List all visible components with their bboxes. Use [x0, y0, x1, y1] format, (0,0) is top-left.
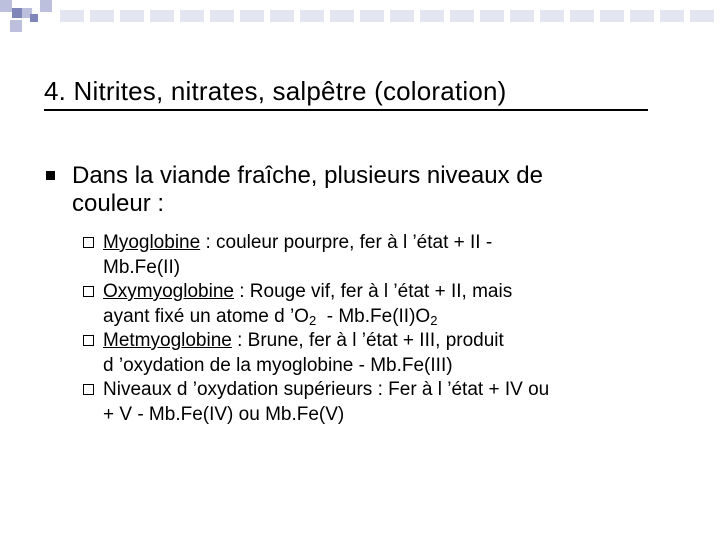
main-bullet-text: [72, 162, 672, 218]
hollow-square-bullet-icon: [83, 286, 94, 297]
decorative-squares: [0, 0, 720, 40]
hollow-square-bullet-icon: [83, 237, 94, 248]
sub-bullet-oxymyoglobine: [82, 280, 692, 329]
sub-bullet-text: : Brune, fer à l ’état + III, produit: [231, 330, 504, 351]
sub-bullet-line: [103, 329, 692, 354]
sub-bullet-line: d ’oxydation de la myoglobine - Mb.Fe(III): [103, 354, 453, 376]
sub-bullet-line: [103, 305, 692, 330]
sub-bullet-text: ayant fixé un atome d ’O: [103, 305, 309, 327]
sub-bullet-line: Mb.Fe(II): [103, 256, 181, 278]
sub-bullet-line: [103, 280, 692, 305]
slide-title: 4. Nitrites, nitrates, salpêtre (coloration): [44, 76, 507, 106]
main-bullet-line-2: couleur :: [72, 190, 165, 217]
sub-bullet-niveaux: [82, 378, 692, 427]
term-metmyoglobine: Metmyoglobine: [103, 330, 232, 351]
sub-bullet-text: - Mb.Fe(II)O: [316, 305, 431, 327]
sub-bullet-line: Niveaux d ’oxydation supérieurs : Fer à l ’état + IV ou: [103, 379, 550, 400]
sub-bullet-line: [103, 231, 692, 256]
hollow-square-bullet-icon: [83, 335, 94, 346]
title-underline: [44, 109, 648, 111]
main-bullet-line-1: Dans la viande fraîche, plusieurs niveaux de: [72, 162, 543, 189]
sub-bullet-text: : Rouge vif, fer à l ’état + II, mais: [233, 281, 513, 302]
square-bullet-icon: [46, 171, 55, 180]
sub-bullet-line: + V - Mb.Fe(IV) ou Mb.Fe(V): [103, 403, 345, 425]
hollow-square-bullet-icon: [83, 384, 94, 395]
term-myoglobine: Myoglobine: [103, 232, 201, 253]
sub-bullet-metmyoglobine: [82, 329, 692, 378]
sub-bullet-list: [82, 231, 692, 427]
sub-bullet-myoglobine: [82, 231, 692, 280]
subscript: 2: [430, 312, 438, 328]
term-oxymyoglobine: Oxymyoglobine: [103, 281, 234, 302]
title-block: [44, 76, 684, 107]
sub-bullet-text: : couleur pourpre, fer à l ’état + II -: [200, 232, 493, 253]
subscript: 2: [308, 312, 317, 328]
